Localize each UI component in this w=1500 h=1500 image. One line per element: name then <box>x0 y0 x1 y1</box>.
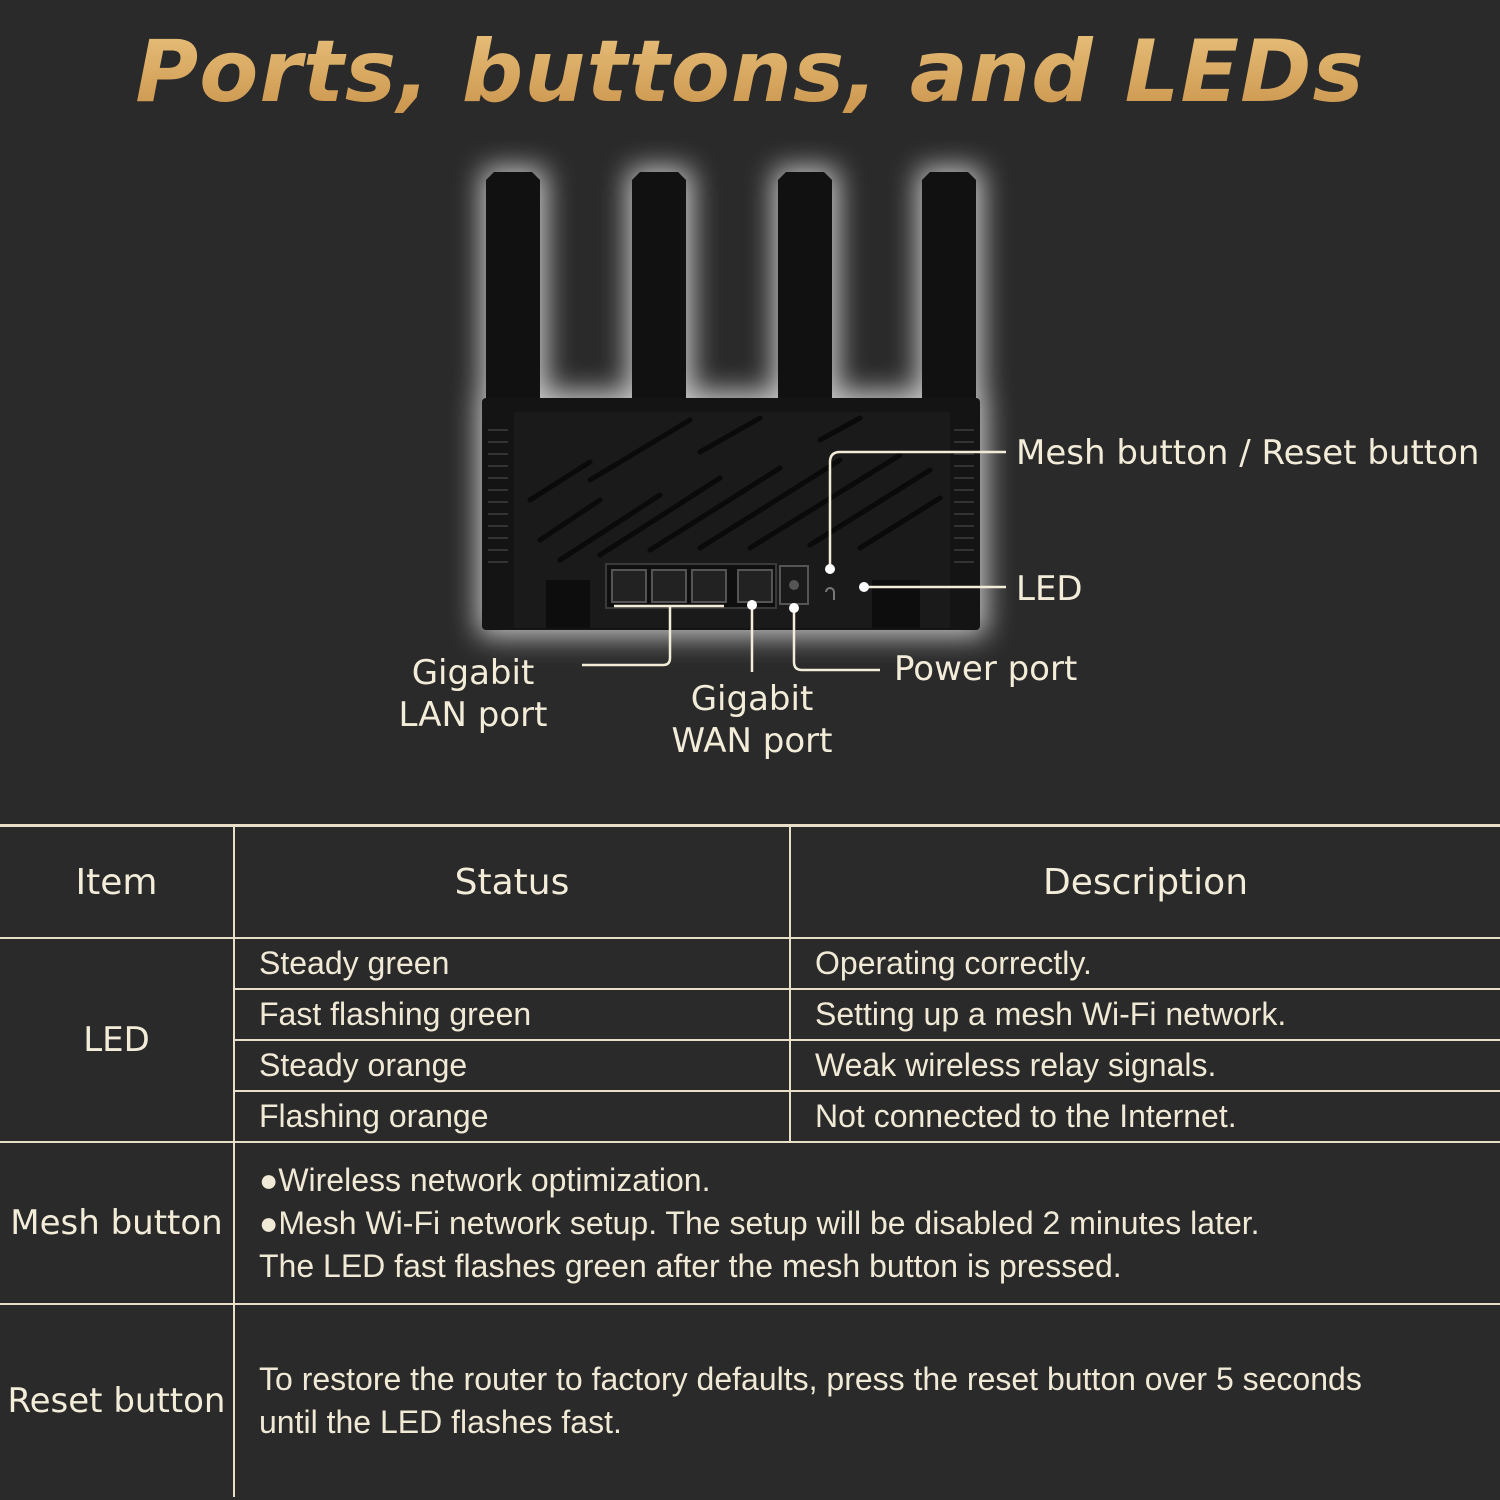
reset-line-2: until the LED flashes fast. <box>259 1404 622 1440</box>
mesh-line-1: ●Wireless network optimization. <box>259 1161 711 1198</box>
status-cell: Steady green <box>234 938 790 989</box>
callout-mesh-reset: Mesh button / Reset button <box>1016 433 1480 473</box>
spec-table <box>0 824 1500 1497</box>
item-reset-button: Reset button <box>0 1304 234 1497</box>
page-title: Ports, buttons, and LEDs <box>0 22 1500 122</box>
description-cell: Not connected to the Internet. <box>790 1091 1500 1142</box>
reset-line-1: To restore the router to factory defaults, press the reset button over 5 seconds <box>259 1361 1362 1397</box>
item-mesh-button: Mesh button <box>0 1142 234 1304</box>
callout-wan-line2: WAN port <box>671 721 833 761</box>
table-header-row <box>0 826 1500 939</box>
callout-power-port: Power port <box>894 649 1078 689</box>
status-cell: Steady orange <box>234 1040 790 1091</box>
callout-wan-line1: Gigabit <box>690 679 814 719</box>
callout-wan-port <box>662 678 842 762</box>
callout-lan-line1: Gigabit <box>411 653 535 693</box>
antennas <box>486 172 976 412</box>
description-cell: Setting up a mesh Wi-Fi network. <box>790 989 1500 1040</box>
reset-description-cell <box>234 1304 1500 1497</box>
header-item: Item <box>0 826 234 939</box>
table-row <box>0 1304 1500 1497</box>
router-body <box>482 398 980 630</box>
mesh-line-2: ●Mesh Wi-Fi network setup. The setup will be disabled 2 minutes later. <box>259 1204 1260 1241</box>
item-led: LED <box>0 938 234 1142</box>
status-cell: Flashing orange <box>234 1091 790 1142</box>
mesh-description-cell <box>234 1142 1500 1304</box>
mesh-line-3: The LED fast flashes green after the mesh button is pressed. <box>259 1247 1122 1284</box>
callout-led: LED <box>1016 569 1083 609</box>
callout-lan-line2: LAN port <box>398 695 548 735</box>
description-cell: Weak wireless relay signals. <box>790 1040 1500 1091</box>
callout-lan-port <box>388 652 558 736</box>
status-cell: Fast flashing green <box>234 989 790 1040</box>
header-description: Description <box>790 826 1500 939</box>
table-row <box>0 938 1500 989</box>
table-row <box>0 1142 1500 1304</box>
header-status: Status <box>234 826 790 939</box>
description-cell: Operating correctly. <box>790 938 1500 989</box>
